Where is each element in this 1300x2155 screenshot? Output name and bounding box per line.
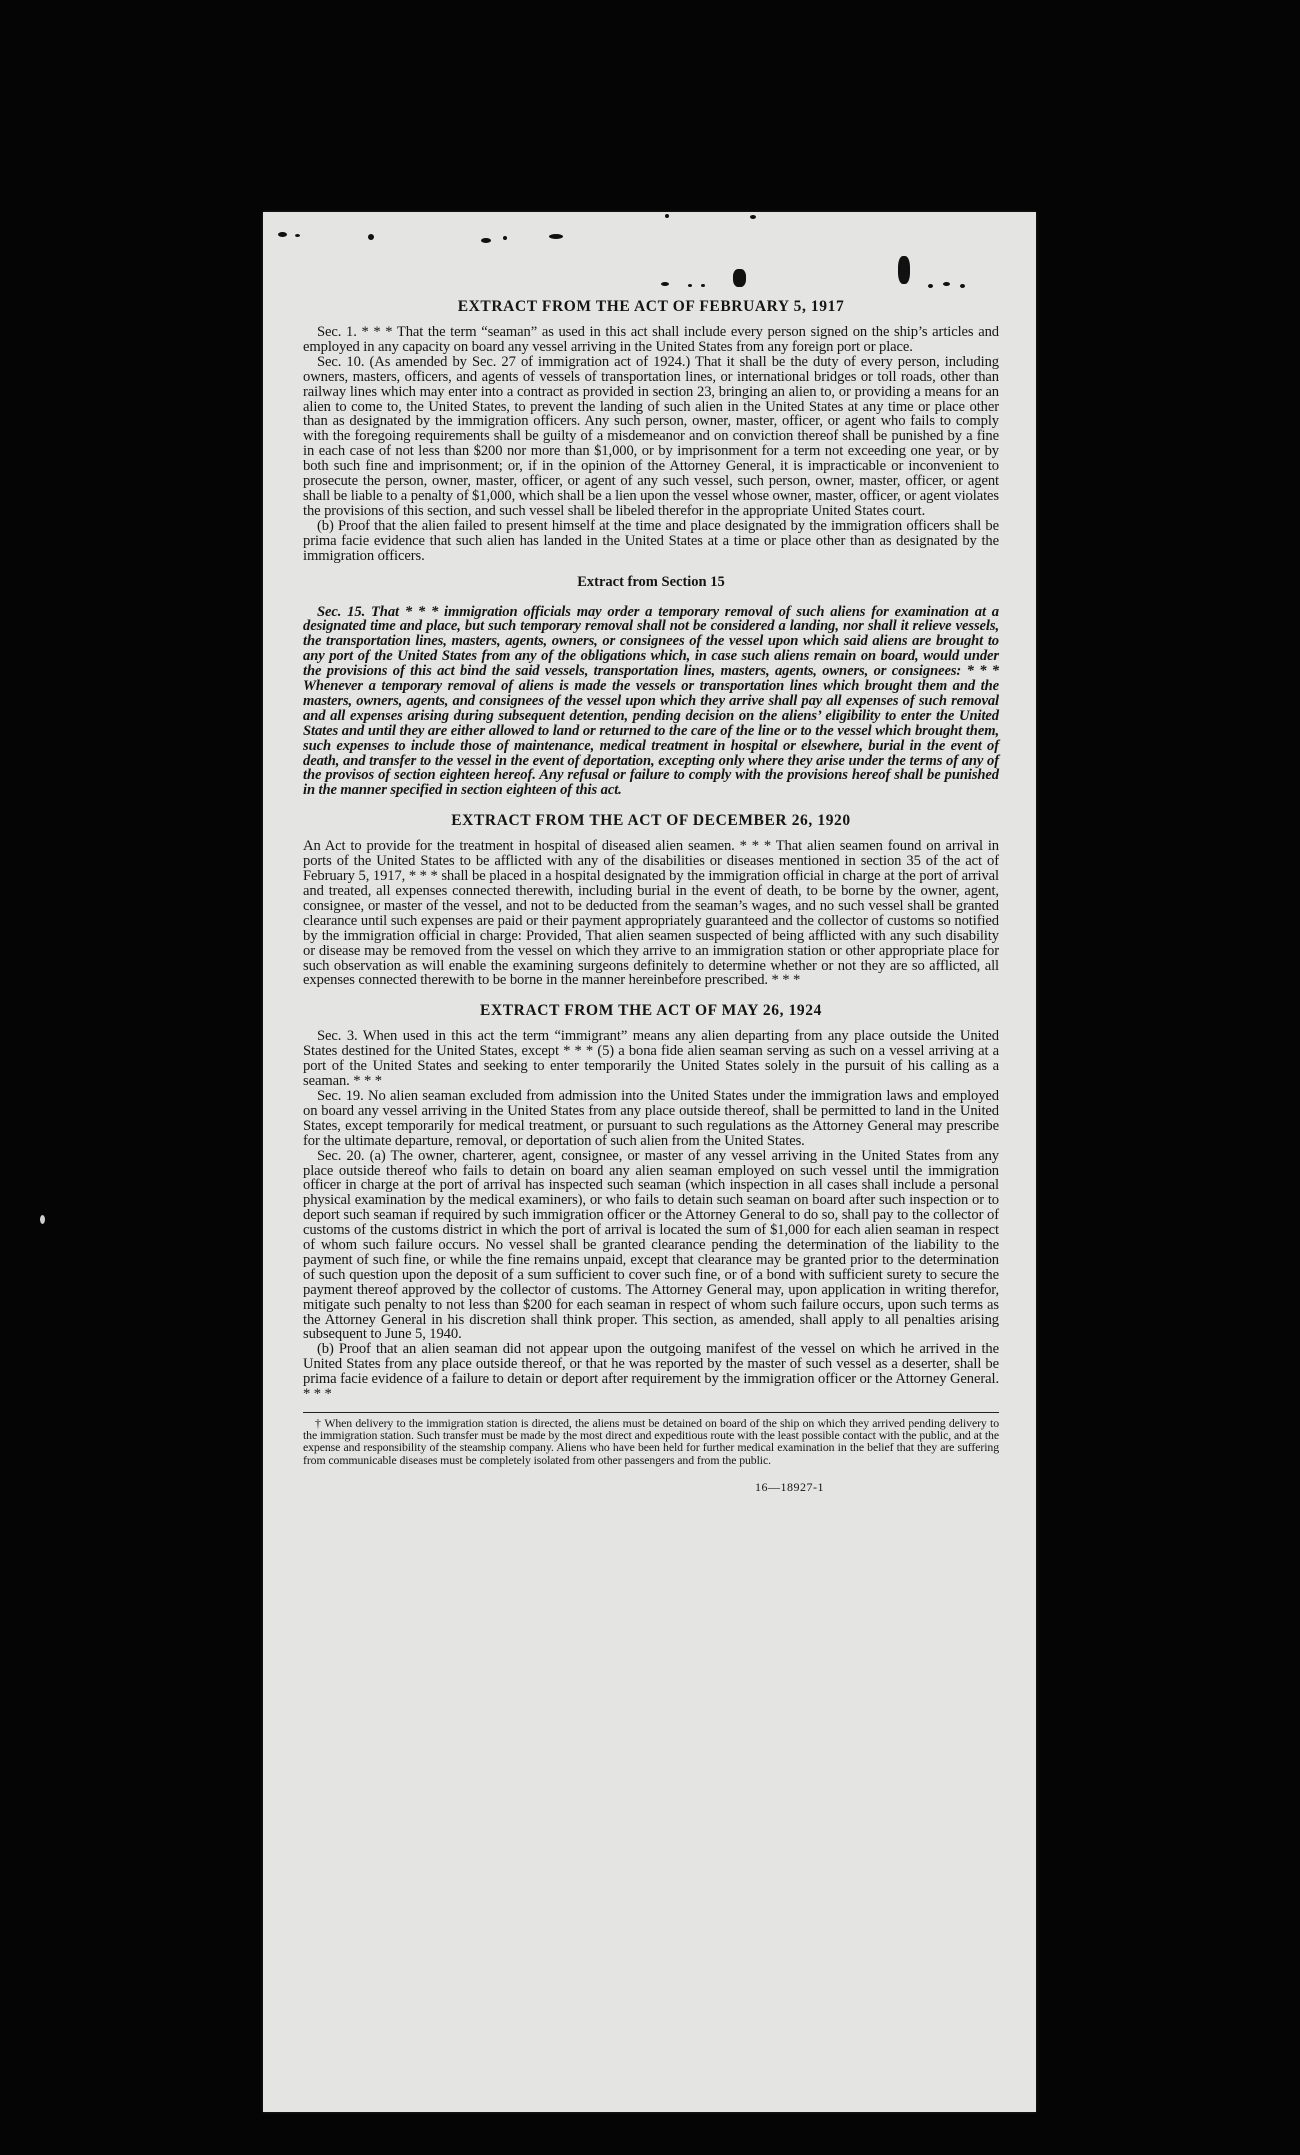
heading-act-feb-1917: EXTRACT FROM THE ACT OF FEBRUARY 5, 1917 [457,298,845,315]
footnote-divider [303,1412,999,1413]
paragraph-sec-10: Sec. 10. (As amended by Sec. 27 of immigration act of 1924.) That it shall be the duty of every person, including owners, masters, officers, and agents of vessels of transportation lines, or international bridges or toll roads, other than railway lines which may enter into a contract as provided in section 23, bringing an alien to, or providing a means for an alien to come to, the United States, to prevent the landing of such alien in the United States at any time or place other than as designated by the immigration officers. Any such person, owner, master, officer, or agent who fails to comply with the foregoing requirements shall be guilty of a misdemeanor and on conviction thereof shall be punished by a fine in each case of not less than $200 nor more than $1,000, or by imprisonment for a term not exceeding one year, or by both such fine and imprisonment; or, if in the opinion of the Attorney General, it is impracticable or inconvenient to prosecute the person, owner, master, officer, or agent of any such vessel, such person, owner, master, officer, or agent shall be liable to a penalty of $1,000, which shall be a lien upon the vessel whose owner, master, officer, or agent violates the provisions of this section, and such vessel shall be libeled therefor in the appropriate United States court. [303,353,999,519]
document-page [263,212,1036,2112]
form-number: 16—18927-1 [755,1479,824,1494]
heading-extract-section-15: Extract from Section 15 [577,573,725,590]
paragraph-sec-3: Sec. 3. When used in this act the term “immigrant” means any alien departing from any place outside the United States destined for the United States, except * * * (5) a bona fide alien seaman serving as such on a vessel arriving at a port of the United States and seeking to enter temporarily the United States solely in the pursuit of his calling as a seaman. * * * [303,1028,999,1090]
paragraph-sec-20-a: Sec. 20. (a) The owner, charterer, agent, consignee, or master of any vessel arriving in the United States from any place outside thereof who fails to detain on board any alien seaman employed on such vessel until the immigration officer in charge at the port of arrival has inspected such seaman (which inspection in all cases shall include a personal physical examination by the medical examiners), or who fails to detain such seaman on board after such inspection or to deport such seaman if required by such immigration officer or the Attorney General to do so, shall pay to the collector of customs of the customs district in which the port of arrival is located the sum of $1,000 for each alien seaman in respect of whom such failure occurs. No vessel shall be granted clearance pending the determination of the liability to the payment of such fine, or while the fine remains unpaid, except that clearance may be granted prior to the determination of such question upon the deposit of a sum sufficient to cover such fine, or of a bond with sufficient surety to secure the payment thereof approved by the collector of customs. The Attorney General may, upon application in writing therefor, mitigate such penalty to not less than $200 for each seaman in respect of whom such failure occurs, upon such terms as the Attorney General in his discretion shall think proper. This section, as amended, shall apply to all penalties arising subsequent to June 5, 1940. [303,1147,999,1343]
paragraph-sec-1: Sec. 1. * * * That the term “seaman” as used in this act shall include every person signed on the ship’s articles and employed in any capacity on board any vessel arriving in the United States from any foreign port or place. [303,324,999,355]
paragraph-act-1920: An Act to provide for the treatment in hospital of diseased alien seamen. * * * That alien seamen found on arrival in ports of the United States to be afflicted with any of the disabilities or diseases mentioned in section 35 of the act of February 5, 1917, * * * shall be placed in a hospital designated by the immigration official in charge at the port of arrival and treated, all expenses connected therewith, including burial in the event of death, to be borne by the owner, agent, consignee, or master of the vessel, and not to be deducted from the seaman’s wages, and no such vessel shall be granted clearance until such expenses are paid or their payment appropriately guaranteed and the collector of customs so notified by the immigration official in charge: Provided, That alien seamen suspected of being afflicted with any such disability or disease may be removed from the vessel on which they arrive to an immigration station or other appropriate place for such observation as will enable the examining surgeons definitely to determine whether or not they are so afflicted, all expenses connected therewith to be borne in the manner hereinbefore prescribed. * * * [303,838,999,989]
paragraph-sec-10-b: (b) Proof that the alien failed to present himself at the time and place designated by the immigration officers shall be prima facie evidence that such alien has landed in the United States at a time or place other than as designated by the immigration officers. [303,517,999,564]
footnote: † When delivery to the immigration station is directed, the aliens must be detained on board of the ship on which they arrived pending delivery to the immigration station. Such transfer must be made by the most direct and expeditious route with the least possible contact with the public, and at the expense and responsibility of the steamship company. Aliens who have been held for further medical examination in the belief that they are suffering from communicable diseases must be completely isolated from other passengers and from the public. [303,1416,999,1467]
heading-act-may-1924: EXTRACT FROM THE ACT OF MAY 26, 1924 [480,1002,822,1020]
scan-specks [263,212,1036,302]
paragraph-sec-20-b: (b) Proof that an alien seaman did not appear upon the outgoing manifest of the vessel on which he arrived in the United States from any place outside thereof, or that he was reported by the master of such vessel as a deserter, shall be prima facie evidence of a failure to detain or deport after requirement by the immigration officer or the Attorney General. * * * [303,1341,999,1403]
paragraph-sec-19: Sec. 19. No alien seaman excluded from admission into the United States under the immigration laws and employed on board any vessel arriving in the United States from any place outside thereof, shall be permitted to land in the United States, except temporarily for medical treatment, or pursuant to such regulations as the Attorney General may prescribe for the ultimate departure, removal, or deportation of such alien from the United States. [303,1087,999,1149]
scan-edge-mark [40,1215,45,1224]
paragraph-sec-15: Sec. 15. That * * * immigration officials may order a temporary removal of such aliens for examination at a designated time and place, but such temporary removal shall not be considered a landing, nor shall it relieve vessels, the transportation lines, masters, agents, owners, or consignees of the vessel upon which said aliens are brought to any port of the United States from any of the obligations which, in case such aliens remain on board, would under the provisions of this act bind the said vessels, transportation lines, masters, agents, owners, or consignees: * * * Whenever a temporary removal of aliens is made the vessels or transportation lines which brought them and the masters, owners, agents, and consignees of the vessel upon which they arrive shall pay all expenses of such removal and all expenses arising during subsequent detention, pending decision on the aliens’ eligibility to enter the United States and until they are either allowed to land or returned to the care of the line or to the vessel which brought them, such expenses to include those of maintenance, medical treatment in hospital or elsewhere, burial in the event of death, and transfer to the vessel in the event of deportation, excepting only where they arise under the terms of any of the provisos of section eighteen hereof. Any refusal or failure to comply with the provisions hereof shall be punished in the manner specified in section eighteen of this act. [303,603,999,799]
heading-act-dec-1920: EXTRACT FROM THE ACT OF DECEMBER 26, 1920 [451,812,851,830]
